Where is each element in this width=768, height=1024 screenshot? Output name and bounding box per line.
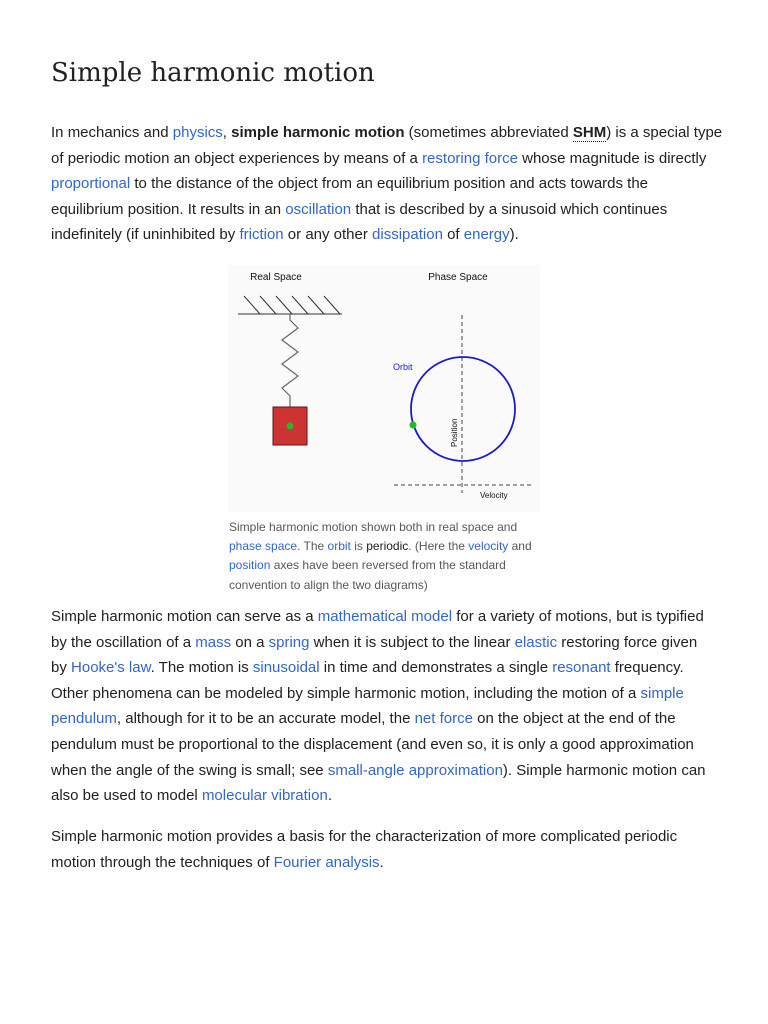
link-resonant[interactable]: resonant (552, 659, 611, 677)
text-line (51, 120, 723, 146)
text-line (51, 630, 723, 656)
link-phase-space[interactable]: phase space (229, 539, 298, 554)
text: restoring force given (557, 633, 698, 651)
text: for a variety of motions, but is typified (452, 608, 704, 625)
text: on the object at the end of the (472, 710, 676, 728)
text-line (51, 197, 723, 223)
text: and (508, 539, 532, 554)
paragraph-fourier (51, 824, 723, 876)
text: whose magnitude is directly (517, 149, 707, 167)
text: axes have been reversed from the standard (270, 558, 506, 573)
text: ) is a special type (606, 124, 723, 141)
spring (282, 314, 298, 407)
text: on a (231, 633, 269, 651)
text: in time and demonstrates a single (319, 659, 553, 677)
text: motion through the techniques of (51, 854, 274, 871)
text: . The (297, 539, 328, 554)
text-line (51, 850, 723, 876)
bold-term: simple harmonic motion (231, 124, 405, 141)
text-line (51, 758, 723, 784)
text: pendulum must be proportional to the displacement (and even so, it is only a good approximation (51, 735, 694, 753)
text: when it is subject to the linear (309, 633, 515, 651)
link-small-angle-approximation[interactable]: small-angle approximation (327, 761, 503, 779)
link-spring[interactable]: spring (268, 633, 310, 651)
text-line (51, 171, 723, 197)
intro-paragraph (51, 120, 723, 248)
link-orbit[interactable]: orbit (327, 539, 351, 554)
text-line (51, 824, 723, 850)
text: by the oscillation of a (51, 633, 196, 651)
link-mechanics[interactable]: mechanics (67, 124, 140, 141)
link-simple-pendulum[interactable]: simple (640, 684, 684, 702)
text: to the distance of the object from an equilibrium position and acts towards the (130, 175, 649, 193)
text: and (139, 124, 173, 141)
text-line (51, 681, 723, 707)
text: is (350, 539, 367, 554)
phase-point-dot (410, 422, 417, 429)
link-position[interactable]: position (229, 558, 271, 573)
caption-line (229, 556, 549, 575)
text: Simple harmonic motion can serve as a (51, 608, 318, 625)
text: . (Here the (408, 539, 469, 554)
page-title: Simple harmonic motion (51, 58, 375, 88)
text: . (327, 787, 332, 805)
text: frequency. (610, 659, 684, 677)
text: which continues (556, 200, 668, 218)
link-sinusoidal[interactable]: sinusoidal (252, 659, 320, 677)
link-energy[interactable]: energy (463, 226, 510, 244)
link-simple-pendulum-cont[interactable]: pendulum (51, 710, 117, 728)
text: (sometimes abbreviated (404, 124, 573, 141)
paragraph-applications (51, 604, 723, 809)
orbit-label: Orbit (393, 362, 413, 372)
position-label: Position (450, 418, 459, 447)
text: Other phenomena can be modeled by simple harmonic motion, including the motion of a (51, 684, 641, 702)
text: by (51, 659, 72, 677)
text-line (51, 783, 723, 809)
text: ). Simple harmonic motion can (502, 761, 706, 779)
text: also be used to model (51, 787, 202, 805)
text: of (51, 149, 68, 167)
link-sinusoid[interactable]: sinusoid (501, 200, 557, 218)
text: Simple harmonic motion shown both in real space and (229, 520, 518, 534)
text: . The motion is (150, 659, 253, 677)
caption-line (229, 576, 549, 595)
text: convention to align the two diagrams) (229, 577, 428, 592)
phase-space-label: Phase Space (428, 272, 488, 283)
text-line (51, 146, 723, 172)
link-periodic-motion[interactable]: periodic motion (67, 149, 170, 167)
figure-caption (229, 518, 549, 595)
link-fourier-analysis[interactable]: Fourier analysis (273, 854, 380, 871)
link-proportional[interactable]: proportional (51, 175, 131, 193)
link-mass[interactable]: mass (195, 633, 232, 651)
text: or any other (283, 226, 373, 244)
text: that is described by a (351, 200, 502, 218)
abbr-shm: SHM (572, 124, 607, 141)
text: In (51, 124, 68, 141)
shm-figure-image (228, 265, 540, 512)
link-velocity[interactable]: velocity (468, 539, 509, 554)
ceiling (238, 296, 342, 314)
text: equilibrium position. It results in an (51, 200, 286, 218)
link-physics[interactable]: physics (172, 124, 223, 141)
text: of (442, 226, 464, 244)
velocity-label: Velocity (480, 491, 508, 500)
link-restoring-force[interactable]: restoring force (422, 149, 518, 167)
text-line (51, 604, 723, 630)
text-line (51, 732, 723, 758)
shm-diagram (228, 265, 540, 512)
mass-marker-dot (287, 423, 294, 430)
text: an object experiences by means of a (169, 149, 423, 167)
text: , (222, 124, 227, 141)
caption-line (229, 537, 549, 556)
text: , although for it to be an accurate model, the (116, 710, 415, 728)
link-periodic[interactable]: periodic (366, 539, 409, 554)
real-space-label: Real Space (250, 272, 302, 283)
link-oscillation[interactable]: oscillation (285, 200, 352, 218)
link-hookes-law[interactable]: Hooke's law (71, 659, 151, 677)
link-dissipation[interactable]: dissipation (372, 226, 443, 244)
text: indefinitely (if uninhibited by (51, 226, 240, 244)
link-friction[interactable]: friction (239, 226, 284, 244)
link-net-force[interactable]: net force (414, 710, 473, 728)
text: ). (509, 226, 519, 244)
text: . (379, 854, 384, 871)
text: when the angle of the swing is small; see (51, 761, 328, 779)
link-molecular-vibration[interactable]: molecular vibration (201, 787, 328, 805)
link-mathematical-model[interactable]: mathematical model (317, 608, 453, 625)
text-line (51, 706, 723, 732)
text-line (51, 655, 723, 681)
orbit-circle (411, 357, 515, 461)
text: Simple harmonic motion provides a basis for the characterization of more complicated periodic (51, 828, 678, 845)
caption-line (229, 518, 549, 537)
link-elastic[interactable]: elastic (514, 633, 558, 651)
text-line (51, 222, 723, 248)
